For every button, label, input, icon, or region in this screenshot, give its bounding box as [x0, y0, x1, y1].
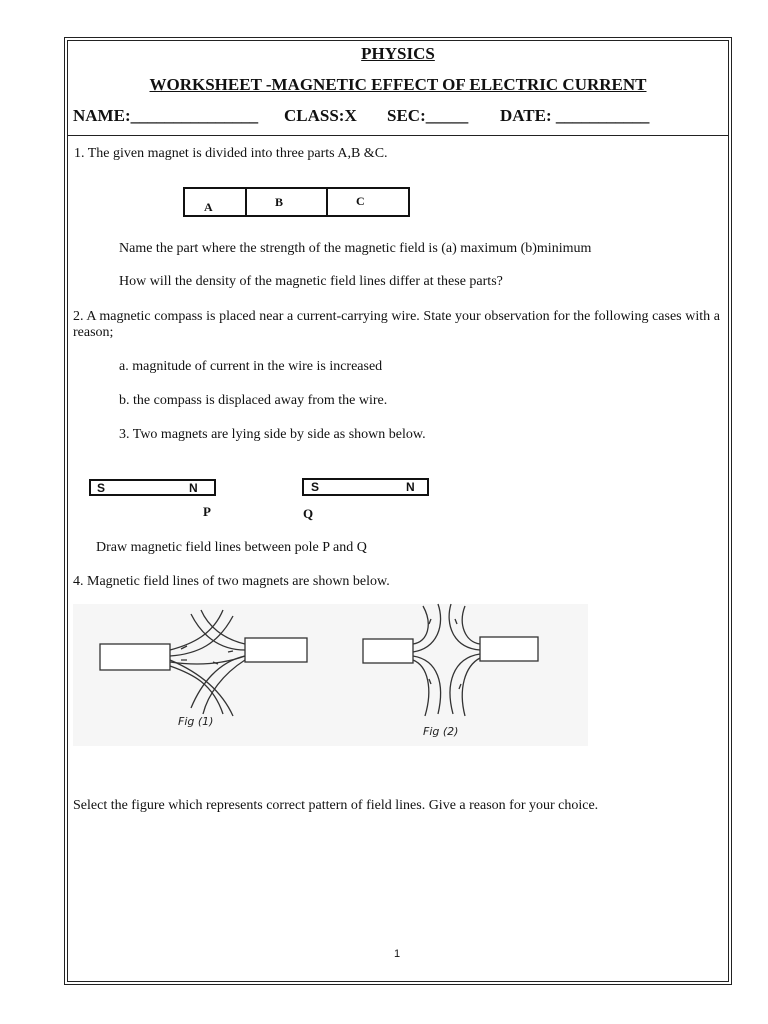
- question-4-text: 4. Magnetic field lines of two magnets are shown below.: [73, 574, 390, 589]
- question-1-text: 1. The given magnet is divided into three parts A,B &C.: [74, 146, 388, 161]
- field-lines-drawing: [73, 604, 588, 746]
- page-border-inner: [67, 40, 729, 982]
- magnet-part-a: [185, 189, 247, 215]
- segmented-magnet-diagram: [183, 187, 410, 217]
- question-3-instruction: Draw magnetic field lines between pole P and Q: [96, 540, 367, 555]
- section-field[interactable]: SEC:_____: [387, 106, 469, 125]
- bar-magnet-1: [89, 479, 216, 496]
- fig1-right-magnet: [245, 638, 307, 662]
- worksheet-title: WORKSHEET -MAGNETIC EFFECT OF ELECTRIC CURRENT: [149, 75, 647, 94]
- class-field: CLASS:X: [284, 106, 357, 125]
- fig2-left-magnet: [363, 639, 413, 663]
- question-4-question: Select the figure which represents correct pattern of field lines. Give a reason for your choice.: [73, 798, 599, 813]
- magnet-part-c: [328, 189, 408, 215]
- question-2-case-a: a. magnitude of current in the wire is increased: [119, 359, 383, 374]
- question-2-text: 2. A magnetic compass is placed near a current-carrying wire. State your observation for the following cases with a reason;: [73, 309, 720, 340]
- magnet-part-c-label: C: [356, 194, 365, 208]
- name-field[interactable]: NAME:_______________: [73, 106, 259, 125]
- subject-title: PHYSICS: [361, 44, 435, 63]
- fig2-caption-drawn: Fig (2): [423, 725, 459, 738]
- pole-p-label: P: [203, 504, 211, 519]
- figure-1-drawing: [100, 610, 307, 716]
- question-3-text: 3. Two magnets are lying side by side as shown below.: [119, 427, 426, 442]
- page-number: 1: [394, 948, 401, 960]
- magnet-2-south-pole: S: [311, 480, 320, 494]
- pole-q-label: Q: [303, 506, 314, 521]
- question-2-case-b: b. the compass is displaced away from the wire.: [119, 393, 388, 408]
- figure-2-drawing: [363, 604, 538, 716]
- fig1-left-magnet: [100, 644, 170, 670]
- fig2-right-magnet: [480, 637, 538, 661]
- magnet-1-north-pole: N: [189, 481, 198, 495]
- fig1-caption-drawn: Fig (1): [178, 715, 214, 728]
- date-field[interactable]: DATE: ___________: [500, 106, 650, 125]
- field-lines-figure: [73, 604, 588, 746]
- magnet-1-south-pole: S: [97, 481, 106, 495]
- magnet-part-a-label: A: [204, 200, 213, 214]
- header-divider: [67, 135, 729, 136]
- question-1-sub-a: Name the part where the strength of the magnetic field is (a) maximum (b)minimum: [119, 241, 592, 256]
- magnet-2-north-pole: N: [406, 480, 415, 494]
- magnet-part-b-label: B: [275, 195, 284, 209]
- bar-magnet-2: [302, 478, 429, 496]
- question-1-sub-b: How will the density of the magnetic field lines differ at these parts?: [119, 274, 503, 289]
- magnet-part-b: [247, 189, 328, 215]
